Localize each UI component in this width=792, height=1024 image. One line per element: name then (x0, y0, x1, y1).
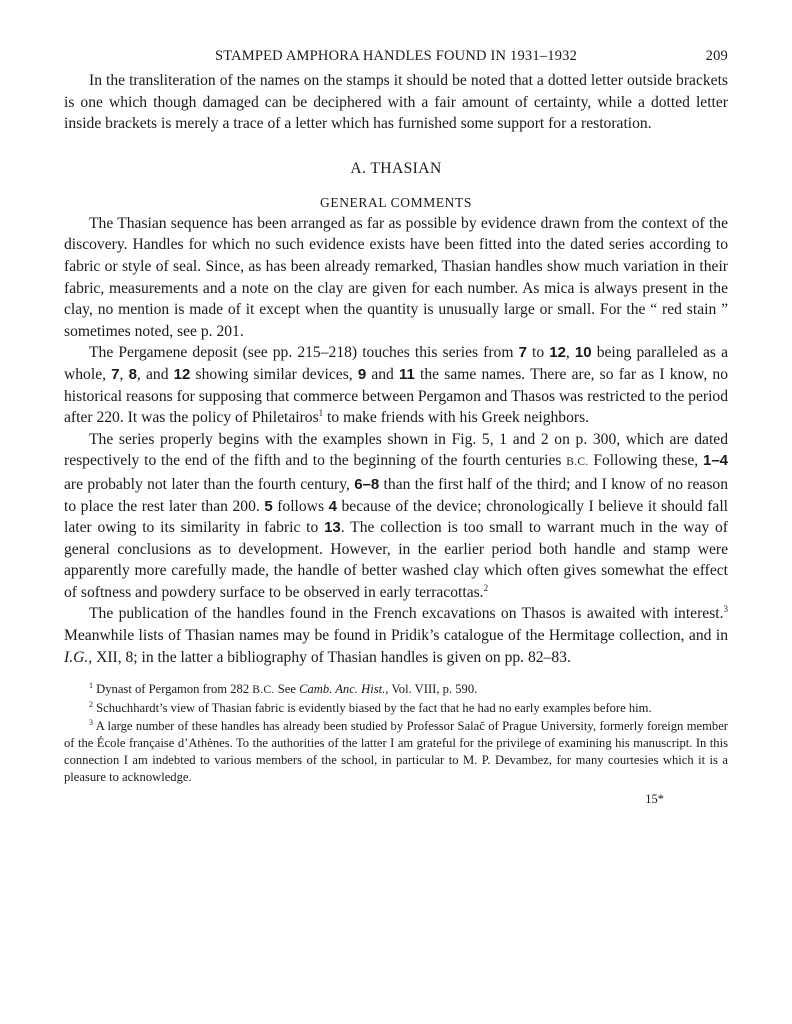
item-number: 11 (399, 365, 415, 383)
item-number: 12 (549, 344, 566, 362)
text-run: The series properly begins with the examples shown in Fig. 5, 1 and 2 on p. 300, which are dated respectively to the end of the fifth and to the beginning of the fourth centuries (64, 430, 728, 470)
paragraph-2 (64, 342, 728, 428)
citation-title: Camb. Anc. Hist. (299, 682, 386, 697)
item-number: 13 (324, 519, 341, 537)
text-run: , XII, 8; in the latter a bibliography of Thasian handles is given on pp. 82–83. (88, 648, 571, 666)
text-run: Following these, (588, 452, 703, 470)
era-abbreviation: B.C. (252, 684, 275, 697)
item-number: 6–8 (354, 475, 380, 493)
footnote-ref[interactable]: 3 (723, 604, 728, 615)
text-run: . The collection is too small to warrant much in the way of general conclusions as to development. However, in the earlier period both handle and stamp were apparently more carefully made, the handle of better washed clay which often gives somewhat the effect of softness and powdery surface to be observed in early terracottas. (64, 519, 729, 601)
text-run: , (119, 365, 129, 383)
item-number: 9 (357, 365, 367, 383)
paragraph-4 (64, 603, 728, 668)
item-number: 12 (173, 365, 191, 383)
footnote-mark: 1 (89, 681, 93, 691)
text-run: being paralleled as a whole, (64, 344, 729, 383)
text-run: follows (272, 497, 329, 515)
item-number: 7 (518, 344, 527, 362)
text-run: the same names. There are, so far as I know, no historical reasons for supposing that commerce between Pergamon and Thasos was restricted to the period after 220. It was the policy of Philetairos (64, 365, 728, 427)
paragraph-3 (64, 429, 728, 604)
text-run: to (526, 344, 550, 362)
text-run: to make friends with his Greek neighbors. (323, 409, 590, 427)
text-run: Schuchhardt’s view of Thasian fabric is evidently biased by the fact that he had no early examples before him. (93, 701, 652, 716)
item-number: 7 (111, 365, 120, 383)
paragraph-1: The Thasian sequence has been arranged as far as possible by evidence drawn from the context of the discovery. Handles for which no such evidence exists have been fitted into the dated series according to fabric or style of seal. Since, as has been already remarked, Thasian handles show much variation in their fabric, measurements and a note on the clay are given for each number. As mica is always present in the clay, no mention is made of it except when the quantity is unusually large or small. For the “ red stain ” sometimes noted, see p. 201. (64, 214, 728, 340)
footnotes (64, 681, 728, 786)
text-run: Meanwhile lists of Thasian names may be found in Pridik’s catalogue of the Hermitage collection, and in (64, 627, 728, 645)
signature-mark: 15* (645, 792, 664, 807)
text-run: The publication of the handles found in the French excavations on Thasos is awaited with interest. (89, 605, 724, 623)
footnote-mark: 3 (89, 718, 93, 728)
page (64, 46, 728, 807)
text-run: , (565, 344, 575, 362)
item-number: 5 (264, 497, 273, 515)
footnote-ref[interactable]: 1 (318, 408, 324, 419)
footnote-2 (64, 700, 728, 717)
running-title: STAMPED AMPHORA HANDLES FOUND IN 1931–1932 (214, 48, 578, 64)
footnote-1 (64, 681, 728, 699)
text-run: See (274, 682, 300, 697)
footnote-3 (64, 718, 728, 786)
footnote-ref[interactable]: 2 (483, 582, 489, 593)
item-number: 1–4 (702, 452, 729, 470)
text-run: than the first half of the third; and I know of no reason to place the rest later than 200. (64, 475, 728, 515)
text-run: because of the device; chronologically I believe it should fall later owing to its similarity in fabric to (64, 497, 729, 537)
text-run: are probably not later than the fourth century, (64, 475, 355, 493)
intro-paragraph: In the transliteration of the names on the stamps it should be noted that a dotted letter outside brackets is one which though damaged can be deciphered with a fair amount of certainty, while a dotted letter inside brackets is merely a trace of a letter which has furnished some support for a restoration. (64, 72, 728, 133)
text-run: A large number of these handles has already been studied by Professor Salač of Prague University, formerly foreign member of the École française d’Athènes. To the authorities of the latter I am grateful for the privilege of examining his manuscript. In this connection I am indebted to various members of the school, in particular to M. P. Devambez, for many courtesies which it is a pleasure to acknowledge. (64, 719, 728, 785)
running-head (64, 46, 728, 70)
text-run: showing similar devices, (190, 365, 358, 383)
text-run: and (366, 365, 400, 383)
footnote-mark: 2 (89, 700, 93, 710)
text-run: , Vol. VIII, p. 590. (385, 682, 478, 697)
era-abbreviation: B.C. (566, 456, 589, 469)
text-run: The Pergamene deposit (see pp. 215–218) touches this series from (89, 344, 519, 362)
item-number: 8 (128, 365, 137, 383)
item-number: 10 (574, 344, 592, 362)
text-run: Dynast of Pergamon from 282 (93, 682, 253, 697)
section-subtitle: GENERAL COMMENTS (320, 194, 472, 210)
text-run: , and (136, 365, 174, 383)
citation-title: I.G. (64, 648, 89, 666)
section-title: A. THASIAN (350, 159, 442, 177)
page-number: 209 (705, 48, 728, 64)
item-number: 4 (328, 497, 337, 515)
